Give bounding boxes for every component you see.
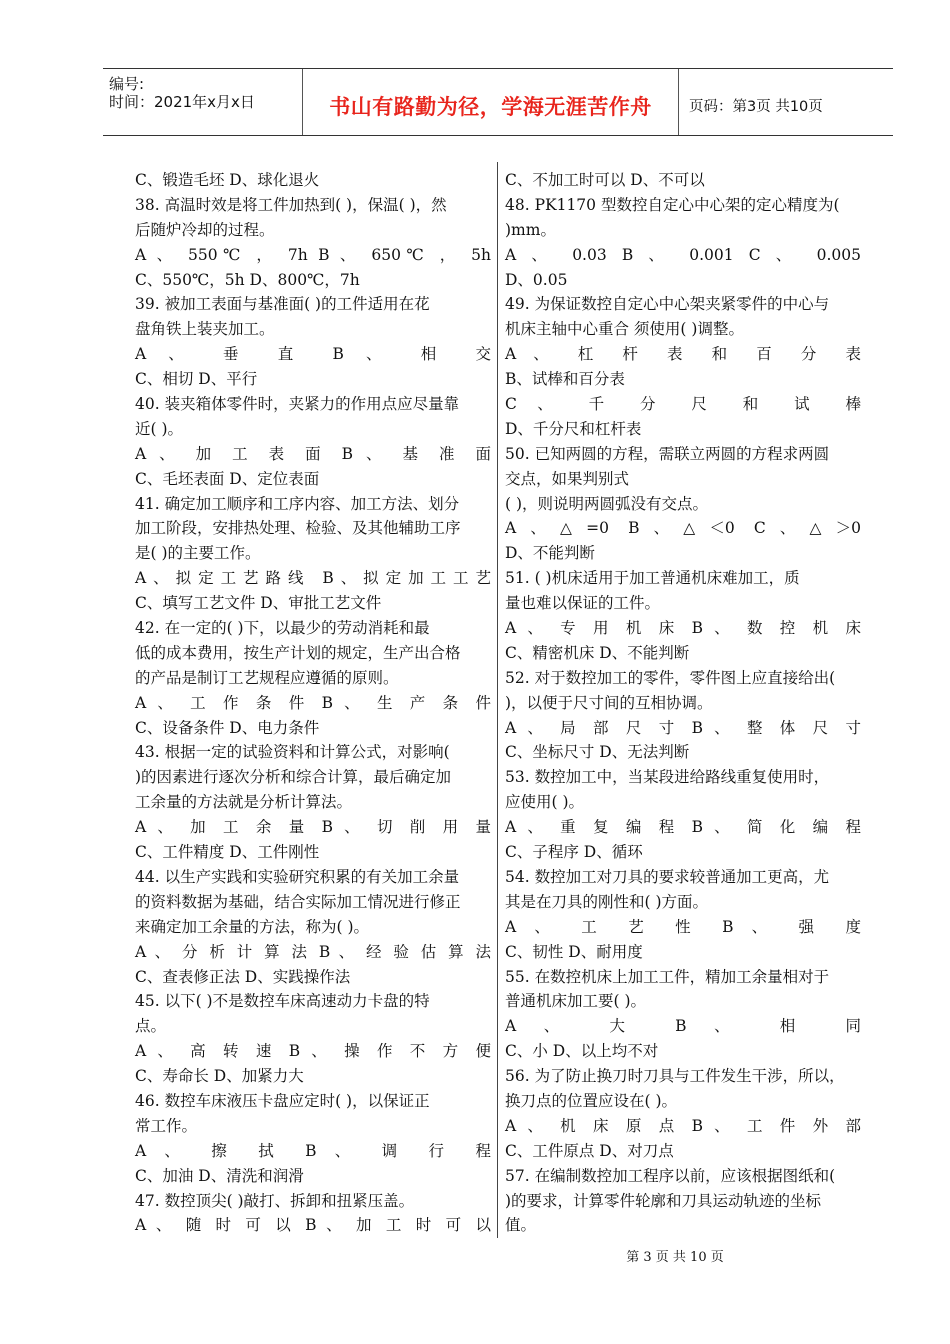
page-header [103, 68, 893, 136]
text-line: A 、 分 析 计 算 法 B 、 经 验 估 算 法 [135, 942, 491, 961]
text-line: 交点，如果判别式 [505, 469, 630, 488]
text-line: A 、 局 部 尺 寸 B 、 整 体 尺 寸 [505, 718, 861, 737]
text-line: D、0.05 [505, 270, 568, 289]
text-line: 53. 数控加工中，当某段进给路线重复使用时， [505, 768, 830, 787]
text-line: D、千分尺和杠杆表 [505, 419, 642, 438]
text-line: 55. 在数控机床上加工工件，精加工余量相对于 [505, 967, 830, 986]
text-line: 42. 在一定的( )下，以最少的劳动消耗和最 [135, 619, 430, 638]
text-line: 50. 已知两圆的方程，需联立两圆的方程求两圆 [505, 444, 830, 463]
text-line: A 、 垂 直 B 、 相 交 [135, 345, 491, 364]
text-line: 其是在刀具的刚性和( )方面。 [505, 892, 709, 911]
text-line: A 、 工 作 条 件 B 、 生 产 条 件 [135, 693, 491, 712]
text-line: A 、 大 B 、 相 同 [505, 1017, 861, 1036]
text-line: 57. 在编制数控加工程序以前，应该根据图纸和( [505, 1166, 836, 1185]
text-line: 的产品是制订工艺规程应遵循的原则。 [135, 668, 399, 687]
text-line: A 、 0.03 B 、 0.001 C 、 0.005 [505, 245, 861, 264]
text-line: 来确定加工余量的方法，称为( )。 [135, 917, 370, 936]
text-line: 值。 [505, 1216, 537, 1235]
text-line: C、小 D、以上均不对 [505, 1042, 659, 1061]
text-line: A、△=0 B、△＜0 C、△＞0 [505, 519, 861, 538]
text-line: 低的成本费用，按生产计划的规定，生产出合格 [135, 643, 461, 662]
text-line: C、工件精度 D、工件刚性 [135, 843, 320, 862]
text-line: 51. ( )机床适用于加工普通机床难加工，质 [505, 569, 800, 588]
text-line: 49. 为保证数控自定心中心架夹紧零件的中心与 [505, 295, 830, 314]
text-line: A 、 专 用 机 床 B 、 数 控 机 床 [505, 619, 861, 638]
text-line: 45. 以下( )不是数控车床高速动力卡盘的特 [135, 992, 430, 1011]
text-line: C、毛坯表面 D、定位表面 [135, 469, 320, 488]
header-page-cell [679, 69, 893, 135]
text-line: D、不能判断 [505, 544, 595, 563]
header-page-label: 页码：第3页 共10页 [689, 99, 823, 115]
text-line: 点。 [135, 1017, 167, 1036]
text-line: 54. 数控加工对刀具的要求较普通加工更高，尤 [505, 867, 830, 886]
text-line: A 、 重 复 编 程 B 、 简 化 编 程 [505, 818, 861, 837]
text-line: )的要求，计算零件轮廓和刀具运动轨迹的坐标 [505, 1191, 822, 1210]
document-number-label: 编号: [109, 75, 145, 93]
text-line: C、填写工艺文件 D、审批工艺文件 [135, 594, 382, 613]
text-line: 加工阶段，安排热处理、检验、及其他辅助工序 [135, 519, 461, 538]
text-line: 40. 装夹箱体零件时，夹紧力的作用点应尽量靠 [135, 395, 460, 414]
text-line: 41. 确定加工顺序和工序内容、加工方法、划分 [135, 494, 460, 513]
text-line: C、精密机床 D、不能判断 [505, 643, 690, 662]
text-line: C、子程序 D、循环 [505, 843, 643, 862]
text-line: C、不加工时可以 D、不可以 [505, 171, 705, 189]
text-line: C、550℃，5h D、800℃，7h [135, 270, 360, 289]
text-line: A 、 高 转 速 B 、 操 作 不 方 便 [135, 1042, 491, 1061]
text-line: C、相切 D、平行 [135, 370, 258, 389]
text-line: C、设备条件 D、电力条件 [135, 718, 320, 737]
text-line: 普通机床加工要( )。 [505, 992, 647, 1011]
text-line: A 、 550℃ ， 7h B 、 650℃ ， 5h [135, 245, 491, 264]
document-date-label: 时间：2021年x月x日 [109, 93, 255, 111]
column-divider [497, 162, 498, 1238]
text-line: 的资料数据为基础，结合实际加工情况进行修正 [135, 892, 461, 911]
left-question-column [135, 168, 491, 1238]
text-line: 常工作。 [135, 1116, 198, 1135]
text-line: 38. 高温时效是将工件加热到( )，保温( )，然 [135, 195, 447, 214]
text-line: 工余量的方法就是分析计算法。 [135, 793, 353, 812]
text-line: A 、 机 床 原 点 B 、 工 件 外 部 [505, 1116, 861, 1135]
text-line: 后随炉冷却的过程。 [135, 220, 275, 239]
text-line: A 、 工 艺 性 B 、 强 度 [505, 917, 861, 936]
text-line: B、试棒和百分表 [505, 370, 625, 389]
text-line: C、查表修正法 D、实践操作法 [135, 967, 351, 986]
text-line: 56. 为了防止换刀时刀具与工件发生干涉，所以， [505, 1067, 845, 1086]
footer-page-number: 第 3 页 共 10 页 [626, 1250, 724, 1265]
text-line: 机床主轴中心重合 须使用( )调整。 [505, 320, 744, 339]
header-motto: 书山有路勤为径，学海无涯苦作舟 [329, 95, 652, 119]
right-question-column [505, 168, 861, 1238]
text-line: C 、 千 分 尺 和 试 棒 [505, 395, 861, 414]
text-line: C、韧性 D、耐用度 [505, 942, 643, 961]
text-line: 应使用( )。 [505, 793, 585, 812]
text-line: ( )，则说明两圆弧没有交点。 [505, 494, 709, 513]
text-line: A 、 杠 杆 表 和 百 分 表 [505, 345, 861, 364]
text-line: 48. PK1170 型数控自定心中心架的定心精度为( [505, 195, 840, 214]
text-line: 52. 对于数控加工的零件，零件图上应直接给出( [505, 668, 836, 687]
text-line: A、拟定工艺路线 B、拟定加工工艺 [135, 569, 491, 588]
text-line: 是( )的主要工作。 [135, 544, 261, 563]
text-line: 47. 数控顶尖( )敲打、拆卸和扭紧压盖。 [135, 1191, 415, 1210]
text-line: C、工件原点 D、对刀点 [505, 1141, 674, 1160]
text-line: 39. 被加工表面与基准面( )的工件适用在花 [135, 295, 430, 314]
text-line: )，以便于尺寸间的互相协调。 [505, 693, 713, 712]
text-line: A 、 加 工 表 面 B 、 基 准 面 [135, 444, 491, 463]
text-line: C、坐标尺寸 D、无法判断 [505, 743, 690, 762]
text-line: 盘角铁上装夹加工。 [135, 320, 275, 339]
text-line: 换刀点的位置应设在( )。 [505, 1091, 678, 1110]
header-meta-cell [103, 69, 303, 135]
text-line: )mm。 [505, 220, 556, 239]
text-line: 46. 数控车床液压卡盘应定时( )，以保证正 [135, 1091, 430, 1110]
text-line: C、锻造毛坯 D、球化退火 [135, 171, 320, 189]
text-line: )的因素进行逐次分析和综合计算，最后确定加 [135, 768, 452, 787]
text-line: 43. 根据一定的试验资料和计算公式，对影响( [135, 743, 450, 762]
text-line: 近( )。 [135, 419, 184, 438]
page-footer [0, 1246, 950, 1265]
text-line: 量也难以保证的工件。 [505, 594, 661, 613]
text-line: A 、 随 时 可 以 B 、 加 工 时 可 以 [135, 1216, 491, 1235]
text-line: C、寿命长 D、加紧力大 [135, 1067, 304, 1086]
header-motto-cell [303, 69, 679, 135]
text-line: 44. 以生产实践和实验研究积累的有关加工余量 [135, 867, 460, 886]
text-line: C、加油 D、清洗和润滑 [135, 1166, 304, 1185]
text-line: A 、 加 工 余 量 B 、 切 削 用 量 [135, 818, 491, 837]
text-line: A 、 擦 拭 B 、 调 行 程 [135, 1141, 491, 1160]
